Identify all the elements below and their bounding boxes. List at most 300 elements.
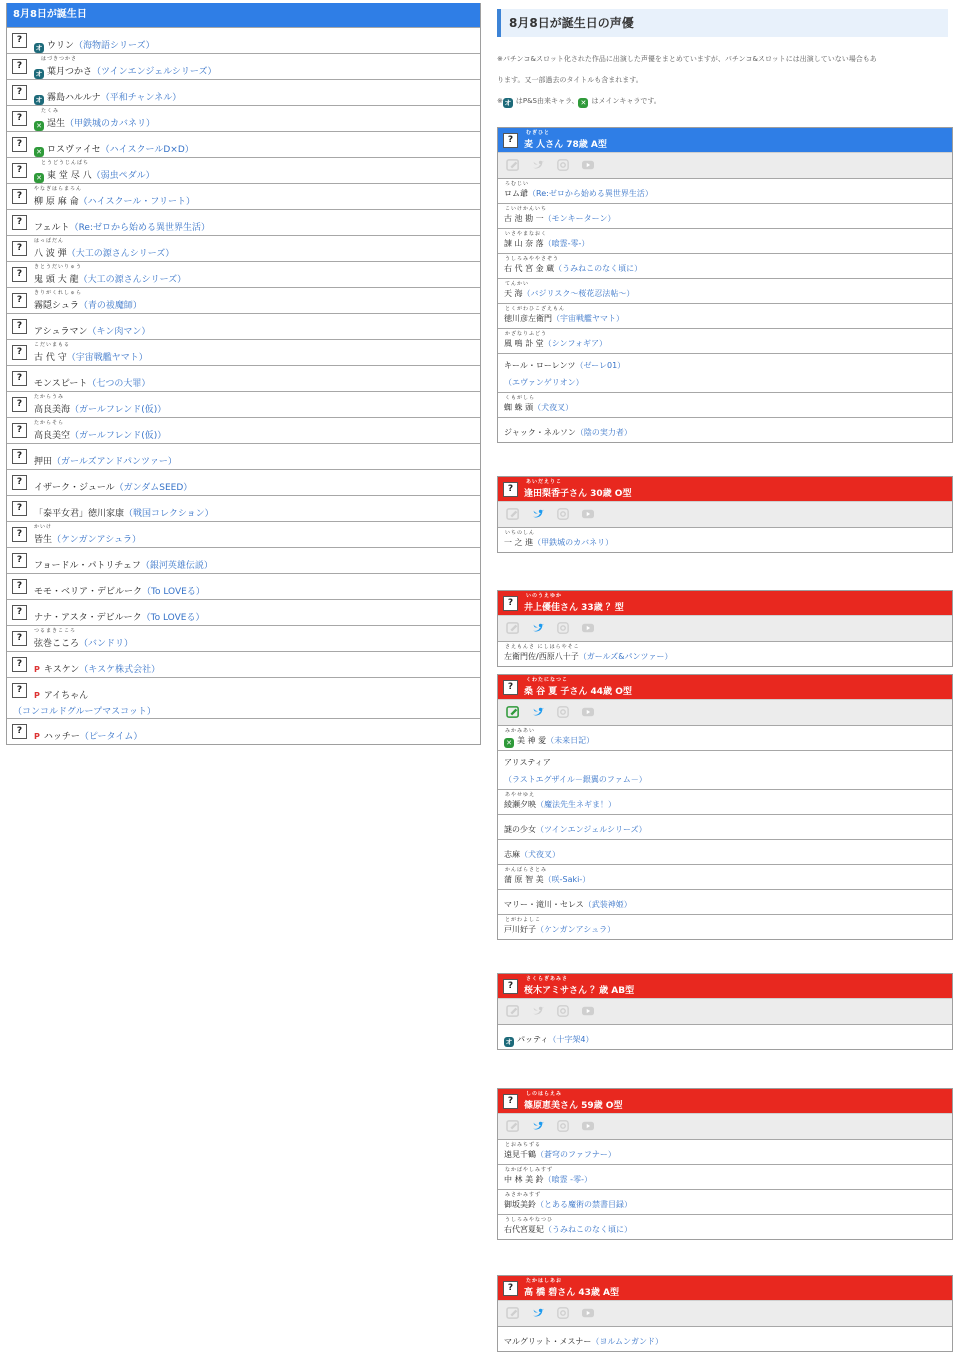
character-row [498,417,952,442]
unknown-icon[interactable]: ? [12,85,27,100]
voice-actor-card [497,1275,953,1352]
character-name: 綾瀬夕映 [504,800,536,809]
page-title: 8月8日が誕生日の声優 [497,9,948,37]
character-entry [34,142,194,157]
ruby-text: みかみあい [505,728,536,734]
character-entry [34,402,166,415]
twitter-icon[interactable] [531,706,545,718]
ruby-text: いさやまなおく [505,231,548,237]
character-entry [34,636,133,649]
youtube-icon[interactable] [581,706,595,718]
unknown-icon[interactable]: ? [12,267,27,282]
character-entry [34,194,195,207]
work-link[interactable]: （七つの大罪） [87,379,151,389]
voice-actor-card [497,127,953,443]
character-entry [34,90,181,105]
youtube-icon[interactable] [581,1120,595,1132]
character-entry [34,662,160,675]
character-name: 蜘 蛛 頭 [504,403,534,412]
character-row [7,469,480,495]
work-link[interactable]: （海物語シリーズ） [74,41,155,51]
work-link[interactable]: （モンキーターン） [543,214,616,223]
character-entry [34,116,155,131]
character-row [7,105,480,131]
work-link[interactable]: （シンフォギア） [543,339,608,348]
work-link[interactable]: （ケンガンアシュラ） [52,535,142,545]
work-link[interactable]: （武装神姫） [583,900,632,909]
character-row [498,839,952,864]
work-link[interactable]: （蒼穹のファフナー） [536,1150,616,1159]
character-row [498,1024,952,1049]
character-row [498,1164,952,1189]
blog-icon[interactable] [506,159,520,171]
blog-icon[interactable] [506,622,520,634]
character-name: 鬼 頭 大 龍 [34,275,79,285]
work-link[interactable]: （ケンガンアシュラ） [536,925,616,934]
unknown-icon[interactable]: ? [503,133,518,148]
character-name: 蒲 原 智 美 [504,875,544,884]
character-row [498,253,952,278]
character-entry [34,558,213,571]
work-link[interactable]: （うみねこのなく頃に） [554,264,643,273]
ruby-text: かざなりふどう [505,331,548,337]
unknown-icon[interactable]: ? [12,605,27,620]
character-name: 東 堂 尽 八 [47,171,92,181]
unknown-icon[interactable]: ? [12,553,27,568]
unknown-icon[interactable]: ? [12,241,27,256]
work-link[interactable]: （青の祓魔師） [78,301,142,311]
youtube-icon[interactable] [581,1005,595,1017]
voice-actor-name[interactable]: 篠原恵美さん 59歳 O型 [524,1101,623,1111]
work-link[interactable]: （とある魔術の禁書目録） [536,1200,632,1209]
character-name: 皆生 [34,535,53,545]
main-character-icon: ✕ [504,738,514,748]
ruby-text: たからそら [34,420,65,426]
character-entry [34,729,142,742]
ruby-text: かんばらさとみ [505,867,548,873]
unknown-icon[interactable]: ? [12,293,27,308]
youtube-icon[interactable] [581,508,595,520]
character-row [7,651,480,677]
character-name: 徳川彦左衛門 [504,314,552,323]
main-character-icon: ✕ [34,173,44,183]
character-row [498,203,952,228]
ruby-text: あいだえりこ [526,479,563,485]
instagram-icon[interactable] [556,706,570,718]
character-name: 中 林 美 鈴 [504,1175,544,1184]
ruby-text: とがわよしこ [505,917,542,923]
ruby-text: うしろみやなつひ [505,1217,554,1223]
character-row [7,131,480,157]
work-link[interactable]: （未来日記） [546,736,595,745]
ruby-text: かいけ [34,524,53,530]
character-row [7,365,480,391]
character-row [7,677,480,718]
character-name: 右 代 宮 金 蔵 [504,264,555,273]
work-link[interactable]: （大工の源さんシリーズ） [66,249,175,259]
unknown-icon[interactable]: ? [12,189,27,204]
character-row [7,53,480,79]
character-entry [504,799,616,810]
character-entry [34,584,205,597]
character-name: 戸川好子 [504,925,536,934]
work-link[interactable]: （バンドリ） [79,639,134,649]
character-name: 霧島ハルルナ [47,93,101,103]
character-entry [504,537,613,548]
character-name: フェルト [34,223,70,233]
unknown-icon[interactable]: ? [12,527,27,542]
work-link[interactable]: （ツインエンジェルシリーズ） [536,825,647,834]
work-link[interactable]: （ピータイム） [79,732,143,742]
work-link[interactable]: （喰霊-零-） [543,239,590,248]
work-link[interactable]: （ラストエグザイル－銀翼のファム－） [504,775,647,784]
work-link[interactable]: （エヴァンゲリオン） [504,378,584,387]
work-link[interactable]: （To LOVEる） [141,613,205,623]
character-row [7,261,480,287]
main-character-icon: ✕ [34,121,44,131]
character-name: イザーク・ジュール [34,483,115,493]
voice-actor-name[interactable]: 麦 人さん 78歳 A型 [524,140,607,150]
character-row [498,178,952,203]
character-entry [504,924,615,935]
instagram-icon[interactable] [556,159,570,171]
character-entry [504,238,589,249]
character-name: 御坂美鈴 [504,1200,536,1209]
blog-icon[interactable] [506,1307,520,1319]
character-row [498,1326,952,1351]
character-name: 古 代 守 [34,353,67,363]
pachinko-icon: P [34,732,40,741]
work-link[interactable]: （魔法先生ネギま！） [536,800,616,809]
ruby-text: きりがくれしゅら [34,290,83,296]
original-character-icon: オ [505,1038,513,1046]
work-link[interactable]: （喰霊 -零-） [543,1175,592,1184]
character-entry [504,757,551,768]
unknown-icon[interactable]: ? [503,1094,518,1109]
character-entry-cont [13,704,156,717]
voice-actor-name[interactable]: 逢田梨香子さん 30歳 O型 [524,489,632,499]
character-entry [504,213,615,224]
character-name: 高良美海 [34,405,71,415]
ruby-text: はっぱだん [34,238,65,244]
youtube-icon[interactable] [581,622,595,634]
instagram-icon[interactable] [556,1005,570,1017]
character-row [498,914,952,939]
original-character-icon: オ [504,99,512,107]
ruby-text: うしろみややさぞう [505,256,560,262]
unknown-icon[interactable]: ? [12,657,27,672]
work-link[interactable]: （Re:ゼロから始める異世界生活） [528,189,653,198]
instagram-icon[interactable] [556,1120,570,1132]
unknown-icon[interactable]: ? [12,137,27,152]
character-entry [34,168,155,183]
character-entry [504,338,607,349]
work-link[interactable]: （平和チャンネル） [100,93,182,103]
character-row [498,725,952,750]
ruby-text: いちのしん [505,530,536,536]
work-link[interactable]: （宇宙戦艦ヤマト） [66,353,148,363]
character-entry [34,350,148,363]
ruby-text: たかはしあお [526,1278,563,1284]
character-name: 「泰平女君」徳川家康 [34,509,125,519]
unknown-icon[interactable]: ? [12,683,27,698]
character-entry [34,38,155,53]
birthday-character-panel [6,3,481,745]
character-row [498,353,952,392]
character-name: 志麻 [504,850,520,859]
work-link[interactable]: （コンコルドグループマスコット） [13,707,156,717]
youtube-icon[interactable] [581,1307,595,1319]
character-row [7,443,480,469]
card-header [498,675,952,699]
character-entry [504,427,632,438]
unknown-icon[interactable]: ? [12,423,27,438]
work-link[interactable]: （犬夜叉） [520,850,560,859]
work-link[interactable]: （ガールズアンドパンツァー） [52,457,177,467]
work-link[interactable]: （戦国コレクション） [124,509,214,519]
original-character-icon: オ [35,70,43,78]
instagram-icon[interactable] [556,508,570,520]
work-link[interactable]: （キスケ株式会社） [79,665,161,675]
unknown-icon[interactable]: ? [503,482,518,497]
ruby-text: むぎひと [526,130,551,136]
work-link[interactable]: （ヨルムンガンド） [591,1337,664,1346]
character-entry [504,1224,632,1235]
character-entry [34,64,217,79]
work-link[interactable]: （Re:ゼロから始める異世界生活） [69,223,210,233]
work-link[interactable]: （咲-Saki-） [543,875,591,884]
original-character-icon: オ [35,44,43,52]
work-link[interactable]: （ハイスクールD×D） [100,145,194,155]
character-name: ロスヴァイセ [47,145,101,155]
unknown-icon[interactable]: ? [12,397,27,412]
character-entry [504,824,647,835]
character-entry [34,506,214,519]
character-name: 一 之 進 [504,538,534,547]
voice-actor-name[interactable]: 高 橋 碧さん 43歳 A型 [524,1288,620,1298]
character-row [7,391,480,417]
card-header [498,974,952,998]
ruby-text: しのはらえみ [526,1091,563,1097]
character-name: アシュラマン [34,327,88,337]
work-link[interactable]: （犬夜叉） [533,403,574,412]
unknown-icon[interactable]: ? [503,680,518,695]
twitter-icon[interactable] [531,159,545,171]
character-row [7,313,480,339]
work-link[interactable]: （弱虫ペダル） [91,171,155,181]
note-text [497,49,953,112]
unknown-icon[interactable]: ? [12,449,27,464]
unknown-icon[interactable]: ? [503,1281,518,1296]
work-link[interactable]: （甲鉄城のカバネリ） [533,538,614,547]
pachinko-icon: P [34,691,40,700]
voice-actor-card [497,674,953,940]
social-bar [498,1300,952,1326]
character-row [7,235,480,261]
unknown-icon[interactable]: ? [12,371,27,386]
note-line [497,91,953,112]
character-name: 風 鳴 訃 堂 [504,339,544,348]
instagram-icon[interactable] [556,1307,570,1319]
work-link[interactable]: （銀河英雄伝説） [140,561,213,571]
character-row [7,287,480,313]
character-name: 逞生 [47,119,66,129]
unknown-icon[interactable]: ? [12,59,27,74]
unknown-icon[interactable]: ? [503,596,518,611]
character-entry [34,376,150,389]
unknown-icon[interactable]: ? [12,501,27,516]
ruby-text: とくがわひこざえもん [505,306,566,312]
social-bar [498,501,952,527]
character-entry [34,220,210,233]
unknown-icon[interactable]: ? [12,724,27,739]
character-name: 遠見千鶴 [504,1150,536,1159]
unknown-icon[interactable]: ? [12,345,27,360]
character-row [498,328,952,353]
character-name: キスケン [43,665,80,675]
unknown-icon[interactable]: ? [12,579,27,594]
ruby-text: なかばやしみすず [505,1167,554,1173]
ruby-text: くわたになつこ [526,677,569,683]
ruby-text: たからうみ [34,394,65,400]
character-name: マルグリット・メスナー [504,1337,592,1346]
work-link[interactable]: （甲鉄城のカバネリ） [65,119,156,129]
voice-actor-name[interactable]: 桑 谷 夏 子さん 44歳 O型 [524,687,632,697]
character-entry-cont [504,377,584,388]
character-name: 右代宮夏妃 [504,1225,544,1234]
character-entry [504,651,672,662]
character-row [498,789,952,814]
character-entry [504,402,573,413]
character-name: モンスピート [34,379,88,389]
unknown-icon[interactable]: ? [12,111,27,126]
ruby-text: きとうだいりゅう [34,264,83,270]
ruby-text: くもがしら [505,395,536,401]
work-link[interactable]: （大工の源さんシリーズ） [78,275,187,285]
voice-actor-card [497,1088,953,1240]
work-link[interactable]: （ゼーレ01） [575,361,626,370]
unknown-icon[interactable]: ? [12,319,27,334]
character-name: 柳 原 麻 侖 [34,197,79,207]
character-entry [34,610,204,623]
work-link[interactable]: （バジリスク～桜花忍法帖～） [522,289,635,298]
character-row [498,1189,952,1214]
character-entry [34,688,88,701]
twitter-icon[interactable] [531,622,545,634]
unknown-icon[interactable]: ? [12,163,27,178]
instagram-icon[interactable] [556,622,570,634]
social-bar [498,1113,952,1139]
blog-icon[interactable] [506,1120,520,1132]
character-row [7,495,480,521]
character-entry [34,298,142,311]
character-row [498,1214,952,1239]
character-name: 弦巻こころ [34,639,80,649]
unknown-icon[interactable]: ? [12,631,27,646]
character-name: 左衛門佐/西原八十子 [504,652,579,661]
card-header [498,128,952,152]
character-name: マリー・滝川・セレス [504,900,584,909]
card-header [498,1276,952,1300]
unknown-icon[interactable]: ? [12,215,27,230]
twitter-icon[interactable] [531,1005,545,1017]
character-name: アイちゃん [43,691,89,701]
character-row [498,864,952,889]
work-link[interactable]: （To LOVEる） [142,587,205,597]
character-name: アリスティア [504,758,551,767]
character-row [7,718,480,744]
character-row [7,599,480,625]
twitter-icon[interactable] [531,1120,545,1132]
work-link[interactable]: （ガールズ&パンツァー） [578,652,673,661]
character-name: 葉月つかさ [47,67,93,77]
unknown-icon[interactable]: ? [12,475,27,490]
character-entry [504,188,653,199]
work-link[interactable]: （うみねこのなく頃に） [544,1225,632,1234]
twitter-icon[interactable] [531,1307,545,1319]
work-link[interactable]: （ガールフレンド(仮)） [70,405,167,415]
work-link[interactable]: （十字架4） [548,1035,594,1044]
note-line: ります。又一部過去のタイトルも含まれます。 [497,76,643,84]
unknown-icon[interactable]: ? [503,979,518,994]
social-bar [498,998,952,1024]
card-header [498,477,952,501]
work-link[interactable]: （キン肉マン） [87,327,151,337]
character-entry [34,532,141,545]
character-row [498,889,952,914]
character-entry-cont [504,774,647,785]
character-name: 高良美空 [34,431,71,441]
note-text-a: はP&S由来キャラ、 [515,97,579,105]
unknown-icon[interactable]: ? [12,33,27,48]
ruby-text: さくらぎあみさ [526,976,569,982]
youtube-icon[interactable] [581,159,595,171]
character-entry [504,1174,592,1185]
voice-actor-name[interactable]: 桜木アミサさん ？歳 AB型 [524,986,635,996]
blog-icon[interactable] [506,1005,520,1017]
work-link[interactable]: （ガンダムSEED） [114,483,193,493]
note-text-b: はメインキャラです。 [591,97,661,105]
pachinko-icon: P [34,665,40,674]
character-name: 天 海 [504,289,523,298]
blog-icon[interactable] [506,706,520,718]
work-link[interactable]: （ツインエンジェルシリーズ） [92,67,217,77]
character-entry [504,313,624,324]
character-entry [34,324,150,337]
work-link[interactable]: （ハイスクール・フリート） [78,197,195,207]
voice-actor-name[interactable]: 井上優佳さん 33歳 ？型 [524,603,624,613]
note-line: ※パチンコ&スロット化された作品に出演した声優をまとめていますが、パチンコ&スロットには出演していない場合もあ [497,55,877,63]
work-link[interactable]: （ガールフレンド(仮)） [70,431,167,441]
character-name: 八 波 弾 [34,249,67,259]
character-entry [34,454,177,467]
character-entry [504,1034,593,1047]
work-link[interactable]: （宇宙戦艦ヤマト） [552,314,624,323]
ruby-text: あやせゆえ [505,792,536,798]
work-link[interactable]: （陰の実力者） [575,428,632,437]
ruby-text: はづきつかさ [41,56,78,62]
character-entry [504,1199,632,1210]
character-row [7,339,480,365]
character-row [7,547,480,573]
twitter-icon[interactable] [531,508,545,520]
character-name: 霧隠シュラ [34,301,79,311]
character-row [7,79,480,105]
character-row [7,27,480,53]
blog-icon[interactable] [506,508,520,520]
character-name: ジャック・ネルソン [504,428,576,437]
ruby-text: つるまきこころ [34,628,77,634]
